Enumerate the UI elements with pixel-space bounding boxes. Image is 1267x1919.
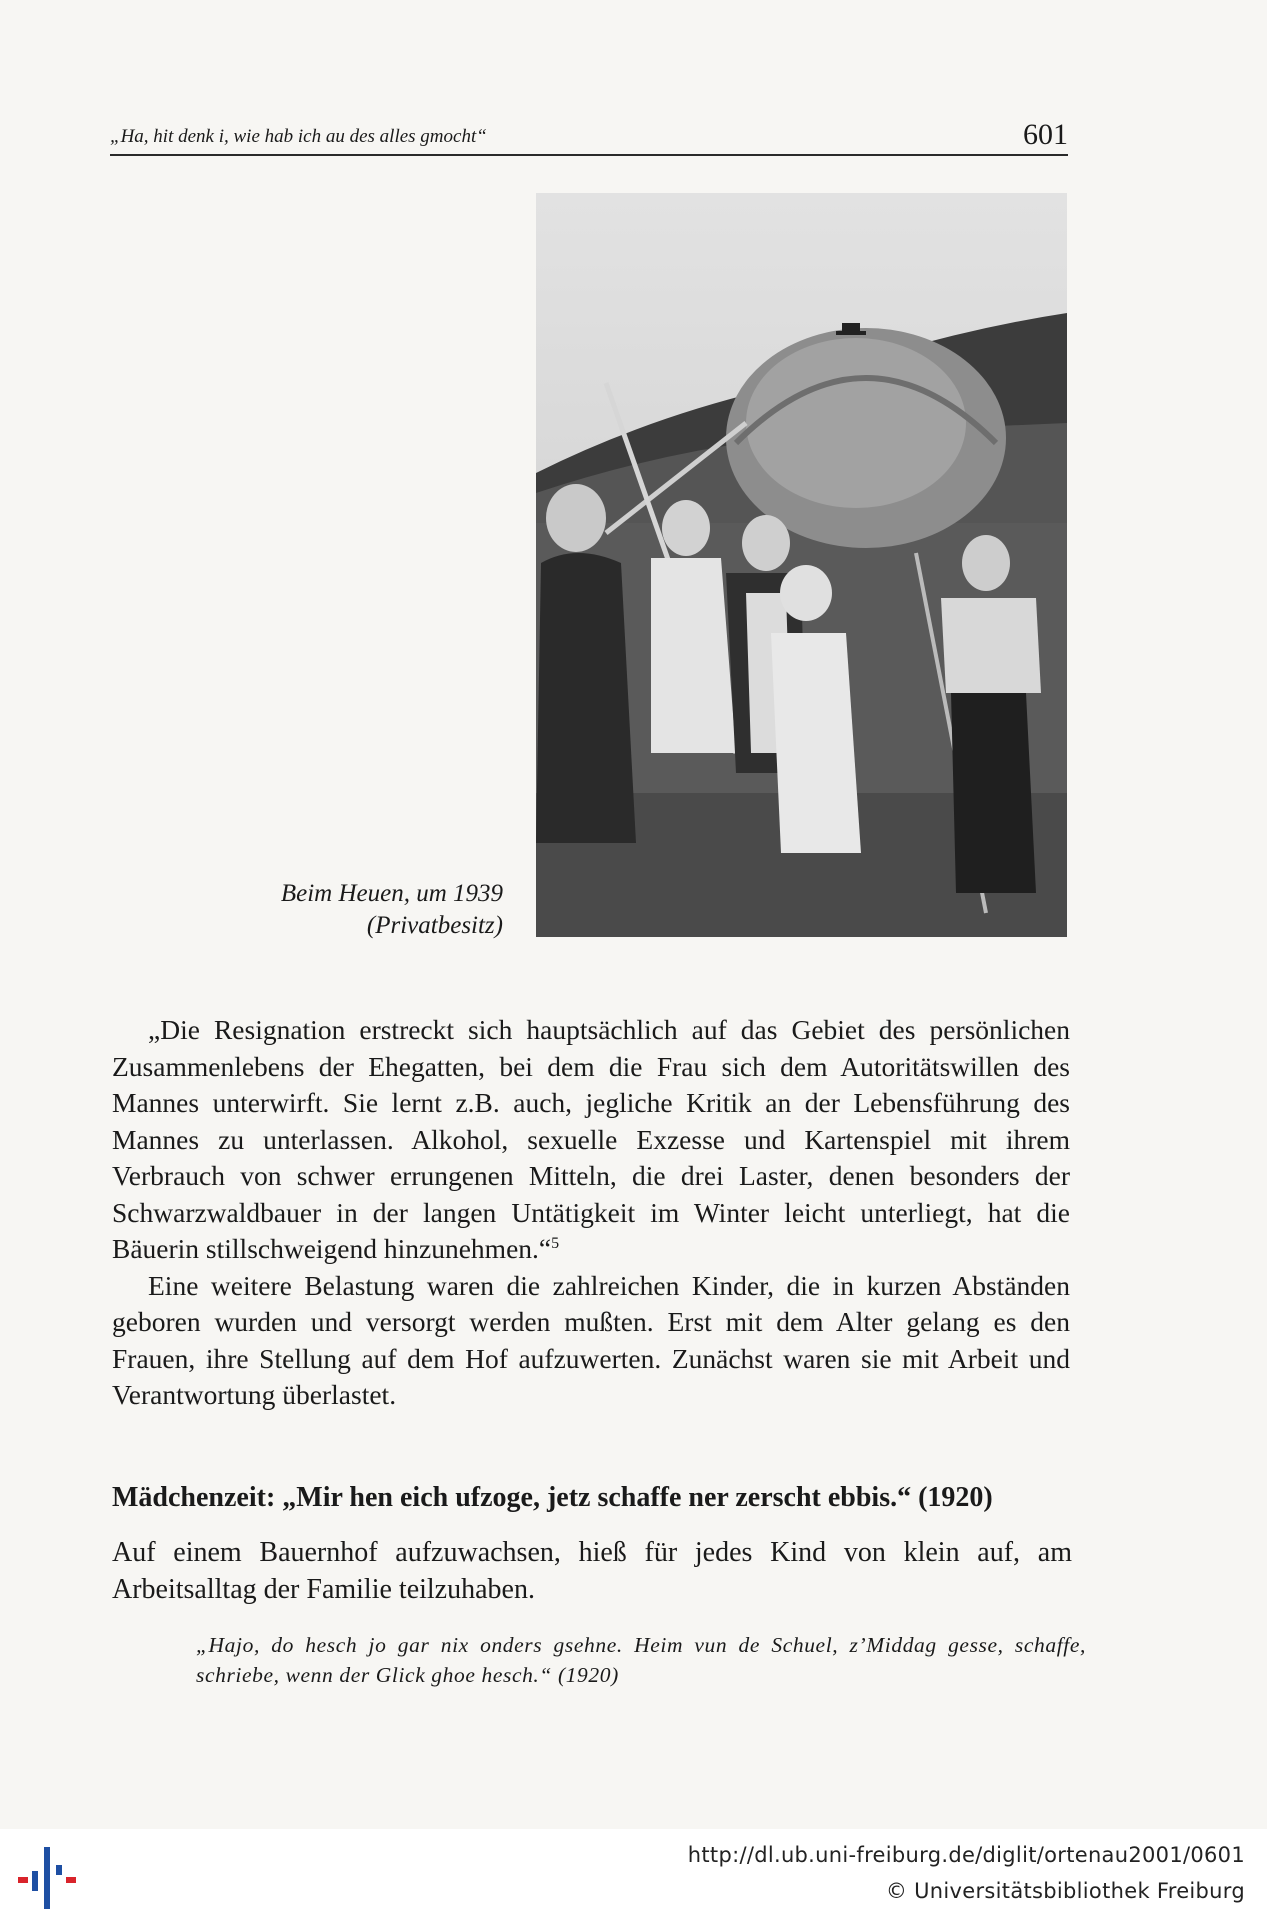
footnote-reference: 5 xyxy=(551,1235,560,1252)
caption-source: (Privatbesitz) xyxy=(366,912,503,939)
ub-freiburg-logo-icon xyxy=(14,1843,84,1913)
quote-text: „Die Resignation erstreckt sich hauptsächlich auf das Gebiet des persönlichen Zusammenlebens der Ehegatten, bei dem die Frau sich dem Autoritätswillen des Mannes unterwirft. Sie lernt z.B. auch, jegliche Kritik an der Lebensführung des Mannes zu unterlassen. Alkohol, sexuelle Exzesse und Kartenspiel mit ihrem Verbrauch von schwer errungenen Mitteln, die drei Laster, denen besonders der Schwarzwaldbauer in der langen Untätigkeit im Winter leicht unterliegt, hat die Bäuerin stillschweigend hinzunehmen.“ xyxy=(112,1014,1070,1264)
source-url-link[interactable]: http://dl.ub.uni-freiburg.de/diglit/ortenau2001/0601 xyxy=(687,1843,1245,1867)
haymaking-photo xyxy=(536,193,1067,937)
caption-title: Beim Heuen, um 1939 xyxy=(280,880,503,907)
running-title: „Ha, hit denk i, wie hab ich au des alles gmocht“ xyxy=(110,126,487,147)
section-heading: Mädchenzeit: „Mir hen eich ufzoge, jetz schaffe ner zerscht ebbis.“ (1920) xyxy=(112,1482,993,1513)
running-head xyxy=(110,118,1068,156)
section-paragraph: Auf einem Bauernhof aufzuwachsen, hieß für jedes Kind von klein auf, am Arbeitsalltag der Familie teilzuhaben. xyxy=(112,1537,1072,1605)
dialect-quote: „Hajo, do hesch jo gar nix onders gsehne. Heim vun de Schuel, z’Middag gesse, schaffe, schriebe, wenn der Glick ghoe hesch.“ (1920) xyxy=(196,1633,1086,1687)
footer-bar xyxy=(0,1829,1267,1919)
copyright-notice: © Universitätsbibliothek Freiburg xyxy=(885,1879,1245,1903)
page-number: 601 xyxy=(1023,118,1068,151)
body-paragraph-quote xyxy=(112,1012,1070,1268)
body-text xyxy=(112,1012,1070,1414)
body-paragraph: Eine weitere Belastung waren die zahlreichen Kinder, die in kurzen Abständen geboren wurden und versorgt werden mußten. Erst mit dem Alter gelang es den Frauen, ihre Stellung auf dem Hof aufzuwerten. Zunächst waren sie mit Arbeit und Verantwortung überlastet. xyxy=(112,1269,1070,1410)
photo-illustration xyxy=(536,193,1067,937)
figure-caption xyxy=(281,878,503,942)
